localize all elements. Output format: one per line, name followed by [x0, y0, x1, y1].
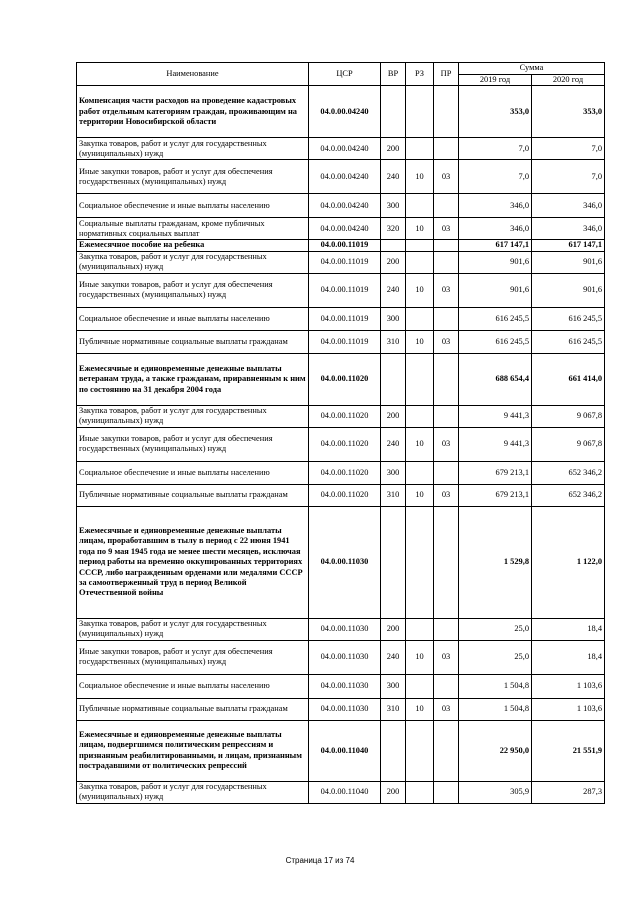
row-sum-2020: 1 103,6 [532, 674, 605, 698]
row-sum-2019: 1 529,8 [459, 506, 532, 618]
row-pr: 03 [434, 427, 459, 461]
row-sum-2020: 9 067,8 [532, 427, 605, 461]
row-name: Ежемесячные и единовременные денежные выплаты лицам, подвергшимся политическим репрессиям и признанным реабилитированными, и лицам, признанным пострадавшими от политических репрессий [77, 720, 309, 781]
table-row [77, 330, 605, 353]
row-sum-2019: 346,0 [459, 194, 532, 218]
row-vr: 310 [381, 484, 406, 506]
row-pr: 03 [434, 218, 459, 240]
row-csr: 04.0.00.11030 [309, 618, 381, 640]
row-sum-2019: 616 245,5 [459, 307, 532, 330]
table-row [77, 86, 605, 138]
row-name: Иные закупки товаров, работ и услуг для обеспечения государственных (муниципальных) нужд [77, 160, 309, 194]
row-rz [406, 720, 434, 781]
row-sum-2019: 901,6 [459, 273, 532, 307]
row-sum-2019: 25,0 [459, 640, 532, 674]
table-row [77, 427, 605, 461]
row-sum-2020: 287,3 [532, 781, 605, 803]
row-sum-2020: 346,0 [532, 218, 605, 240]
row-name: Ежемесячные и единовременные денежные выплаты ветеранам труда, а также гражданам, приравненным к ним по состоянию на 31 декабря 2004 года [77, 353, 309, 405]
table-row [77, 506, 605, 618]
table-row [77, 461, 605, 484]
table-row [77, 618, 605, 640]
row-sum-2019: 305,9 [459, 781, 532, 803]
header-csr: ЦСР [309, 63, 381, 86]
row-sum-2020: 18,4 [532, 618, 605, 640]
row-vr: 200 [381, 138, 406, 160]
row-sum-2019: 353,0 [459, 86, 532, 138]
row-vr: 240 [381, 640, 406, 674]
header-sum: Сумма [459, 63, 605, 75]
table-row [77, 273, 605, 307]
header-rz: РЗ [406, 63, 434, 86]
row-name: Социальное обеспечение и иные выплаты населению [77, 461, 309, 484]
row-rz: 10 [406, 273, 434, 307]
row-csr: 04.0.00.11020 [309, 484, 381, 506]
budget-table [76, 62, 605, 804]
row-name: Закупка товаров, работ и услуг для государственных (муниципальных) нужд [77, 781, 309, 803]
row-rz [406, 618, 434, 640]
table-body [77, 86, 605, 803]
row-csr: 04.0.00.11020 [309, 405, 381, 427]
row-rz: 10 [406, 427, 434, 461]
row-csr: 04.0.00.11040 [309, 781, 381, 803]
row-pr [434, 720, 459, 781]
row-csr: 04.0.00.04240 [309, 86, 381, 138]
row-sum-2019: 22 950,0 [459, 720, 532, 781]
header-pr: ПР [434, 63, 459, 86]
row-rz [406, 240, 434, 251]
header-2019: 2019 год [459, 75, 532, 86]
row-pr [434, 674, 459, 698]
row-vr: 240 [381, 160, 406, 194]
row-sum-2019: 1 504,8 [459, 674, 532, 698]
row-sum-2020: 346,0 [532, 194, 605, 218]
table-row [77, 674, 605, 698]
row-sum-2019: 901,6 [459, 251, 532, 273]
row-csr: 04.0.00.04240 [309, 160, 381, 194]
row-sum-2020: 1 103,6 [532, 698, 605, 720]
row-rz [406, 307, 434, 330]
row-rz: 10 [406, 330, 434, 353]
row-csr: 04.0.00.11019 [309, 330, 381, 353]
header-vr: ВР [381, 63, 406, 86]
row-pr [434, 781, 459, 803]
row-name: Публичные нормативные социальные выплаты гражданам [77, 484, 309, 506]
row-name: Социальные выплаты гражданам, кроме публичных нормативных социальных выплат [77, 218, 309, 240]
row-sum-2019: 679 213,1 [459, 461, 532, 484]
row-vr [381, 506, 406, 618]
row-pr [434, 618, 459, 640]
row-csr: 04.0.00.11020 [309, 461, 381, 484]
row-csr: 04.0.00.04240 [309, 194, 381, 218]
page-number: Страница 17 из 74 [285, 856, 355, 865]
row-vr: 300 [381, 461, 406, 484]
row-name: Иные закупки товаров, работ и услуг для обеспечения государственных (муниципальных) нужд [77, 273, 309, 307]
table-row [77, 640, 605, 674]
header-2020: 2020 год [532, 75, 605, 86]
row-sum-2019: 9 441,3 [459, 405, 532, 427]
row-pr [434, 461, 459, 484]
row-vr [381, 240, 406, 251]
table-row [77, 240, 605, 251]
row-sum-2020: 1 122,0 [532, 506, 605, 618]
row-rz [406, 781, 434, 803]
row-pr: 03 [434, 640, 459, 674]
row-pr: 03 [434, 698, 459, 720]
row-sum-2019: 7,0 [459, 138, 532, 160]
row-csr: 04.0.00.11030 [309, 674, 381, 698]
table-row [77, 353, 605, 405]
row-sum-2020: 652 346,2 [532, 484, 605, 506]
row-vr: 240 [381, 427, 406, 461]
row-vr: 320 [381, 218, 406, 240]
table-row [77, 405, 605, 427]
row-rz [406, 405, 434, 427]
row-sum-2019: 688 654,4 [459, 353, 532, 405]
row-sum-2019: 9 441,3 [459, 427, 532, 461]
row-csr: 04.0.00.04240 [309, 218, 381, 240]
row-rz [406, 461, 434, 484]
row-pr [434, 307, 459, 330]
row-sum-2020: 21 551,9 [532, 720, 605, 781]
table-row [77, 218, 605, 240]
row-vr [381, 86, 406, 138]
row-csr: 04.0.00.11040 [309, 720, 381, 781]
row-sum-2020: 616 245,5 [532, 330, 605, 353]
row-pr [434, 405, 459, 427]
row-name: Ежемесячные и единовременные денежные выплаты лицам, проработавшим в тылу в период с 22 июня 1941 года по 9 мая 1945 года не менее шести месяцев, исключая период работы на временно оккупированных территориях СССР, либо награжденным орденами или медалями СССР за самоотверженный труд в период Великой Отечественной войны [77, 506, 309, 618]
row-pr: 03 [434, 160, 459, 194]
row-sum-2019: 7,0 [459, 160, 532, 194]
row-rz [406, 674, 434, 698]
row-sum-2020: 18,4 [532, 640, 605, 674]
row-rz: 10 [406, 640, 434, 674]
table-row [77, 698, 605, 720]
row-sum-2020: 901,6 [532, 251, 605, 273]
row-pr [434, 251, 459, 273]
row-name: Публичные нормативные социальные выплаты гражданам [77, 330, 309, 353]
row-sum-2020: 661 414,0 [532, 353, 605, 405]
table-row [77, 720, 605, 781]
row-sum-2019: 679 213,1 [459, 484, 532, 506]
row-rz [406, 353, 434, 405]
row-vr: 310 [381, 330, 406, 353]
row-rz [406, 194, 434, 218]
row-rz [406, 506, 434, 618]
row-vr: 300 [381, 674, 406, 698]
row-vr: 200 [381, 618, 406, 640]
row-pr [434, 86, 459, 138]
row-sum-2020: 617 147,1 [532, 240, 605, 251]
row-sum-2020: 616 245,5 [532, 307, 605, 330]
table-row [77, 194, 605, 218]
row-pr: 03 [434, 484, 459, 506]
row-name: Закупка товаров, работ и услуг для государственных (муниципальных) нужд [77, 405, 309, 427]
row-sum-2019: 25,0 [459, 618, 532, 640]
row-rz: 10 [406, 484, 434, 506]
row-sum-2020: 9 067,8 [532, 405, 605, 427]
row-csr: 04.0.00.11030 [309, 698, 381, 720]
row-sum-2020: 353,0 [532, 86, 605, 138]
row-pr [434, 353, 459, 405]
row-pr [434, 506, 459, 618]
table-row [77, 484, 605, 506]
row-name: Социальное обеспечение и иные выплаты населению [77, 194, 309, 218]
row-vr: 300 [381, 307, 406, 330]
row-sum-2020: 7,0 [532, 160, 605, 194]
header-name: Наименование [77, 63, 309, 86]
row-name: Иные закупки товаров, работ и услуг для обеспечения государственных (муниципальных) нужд [77, 640, 309, 674]
row-vr: 310 [381, 698, 406, 720]
row-sum-2019: 617 147,1 [459, 240, 532, 251]
row-rz [406, 86, 434, 138]
row-csr: 04.0.00.11020 [309, 427, 381, 461]
row-pr [434, 240, 459, 251]
table-row [77, 781, 605, 803]
row-sum-2019: 616 245,5 [459, 330, 532, 353]
row-name: Компенсация части расходов на проведение кадастровых работ отдельным категориям граждан, проживающим на территории Новосибирской области [77, 86, 309, 138]
table-row [77, 307, 605, 330]
row-name: Иные закупки товаров, работ и услуг для обеспечения государственных (муниципальных) нужд [77, 427, 309, 461]
row-name: Ежемесячное пособие на ребенка [77, 240, 309, 251]
row-pr [434, 194, 459, 218]
row-pr: 03 [434, 273, 459, 307]
row-csr: 04.0.00.11019 [309, 273, 381, 307]
row-name: Социальное обеспечение и иные выплаты населению [77, 674, 309, 698]
row-rz [406, 251, 434, 273]
row-vr: 200 [381, 251, 406, 273]
row-vr: 300 [381, 194, 406, 218]
row-sum-2019: 1 504,8 [459, 698, 532, 720]
row-pr: 03 [434, 330, 459, 353]
row-name: Публичные нормативные социальные выплаты гражданам [77, 698, 309, 720]
row-rz: 10 [406, 218, 434, 240]
row-csr: 04.0.00.11019 [309, 251, 381, 273]
row-name: Закупка товаров, работ и услуг для государственных (муниципальных) нужд [77, 618, 309, 640]
row-name: Закупка товаров, работ и услуг для государственных (муниципальных) нужд [77, 138, 309, 160]
row-sum-2020: 652 346,2 [532, 461, 605, 484]
row-vr: 200 [381, 405, 406, 427]
table-row [77, 138, 605, 160]
row-rz: 10 [406, 698, 434, 720]
row-vr: 200 [381, 781, 406, 803]
row-csr: 04.0.00.11030 [309, 506, 381, 618]
row-csr: 04.0.00.11020 [309, 353, 381, 405]
row-pr [434, 138, 459, 160]
row-vr [381, 353, 406, 405]
table-row [77, 160, 605, 194]
row-name: Социальное обеспечение и иные выплаты населению [77, 307, 309, 330]
row-sum-2020: 901,6 [532, 273, 605, 307]
table-row [77, 251, 605, 273]
row-sum-2020: 7,0 [532, 138, 605, 160]
row-sum-2019: 346,0 [459, 218, 532, 240]
row-csr: 04.0.00.11019 [309, 240, 381, 251]
row-rz: 10 [406, 160, 434, 194]
row-name: Закупка товаров, работ и услуг для государственных (муниципальных) нужд [77, 251, 309, 273]
row-vr: 240 [381, 273, 406, 307]
row-rz [406, 138, 434, 160]
row-csr: 04.0.00.11019 [309, 307, 381, 330]
row-csr: 04.0.00.04240 [309, 138, 381, 160]
row-csr: 04.0.00.11030 [309, 640, 381, 674]
row-vr [381, 720, 406, 781]
